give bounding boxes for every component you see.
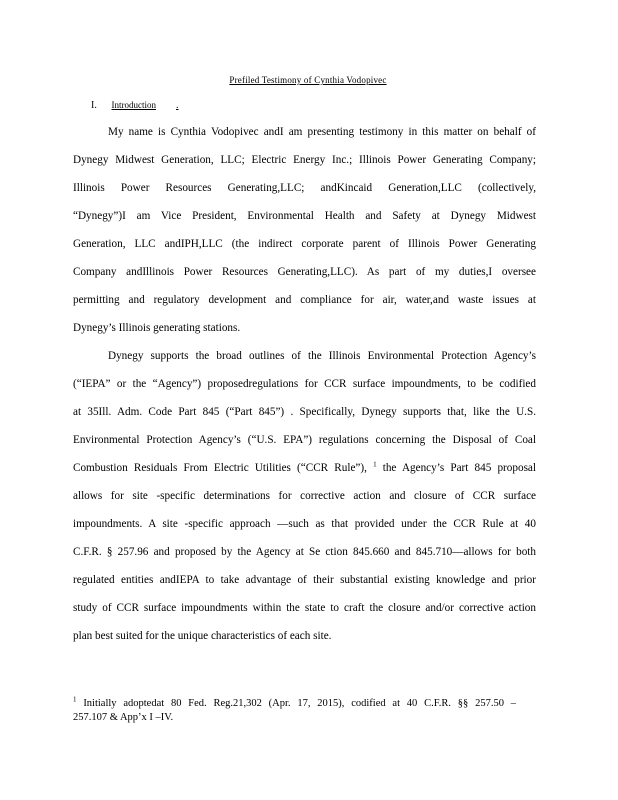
paragraph-line: Dynegy’s Illinois generating stations. [73, 322, 241, 334]
footnote-ref: 1 [373, 460, 377, 469]
section-number: I. [91, 100, 97, 111]
paragraph-line: Company andIllinois Power Resources Generating,LLC). As part of my duties,I oversee [73, 266, 536, 278]
footnote-marker: 1 [73, 695, 77, 704]
paragraph-line: permitting and regulatory development and compliance for air, water,and waste issues at [73, 294, 536, 306]
paragraph-line: Illinois Power Resources Generating,LLC; andKincaid Generation,LLC (collectively, [73, 182, 536, 194]
page-title: Prefiled Testimony of Cynthia Vodopivec [229, 75, 387, 85]
paragraph-line: Dynegy Midwest Generation, LLC; Electric Energy Inc.; Illinois Power Generating Company; [73, 154, 536, 166]
paragraph-line: C.F.R. § 257.96 and proposed by the Agency at Se ction 845.660 and 845.710—allows for both [73, 546, 536, 558]
paragraph-text: the Agency’s Part 845 proposal [376, 462, 536, 474]
paragraph-line-with-footnote [73, 462, 536, 474]
section-title: Introduction [111, 100, 156, 110]
paragraph-line: impoundments. A site -specific approach —such as that provided under the CCR Rule at 40 [73, 518, 536, 530]
paragraph-line: Dynegy supports the broad outlines of the Illinois Environmental Protection Agency’s [108, 350, 536, 362]
paragraph-line: (“IEPA” or the “Agency”) proposedregulations for CCR surface impoundments, to be codified [73, 378, 536, 390]
footnote-line: 257.107 & App’x I –IV. [73, 712, 174, 723]
paragraph-line: Environmental Protection Agency’s (“U.S. EPA”) regulations concerning the Disposal of Coal [73, 434, 536, 446]
section-heading [91, 100, 179, 111]
paragraph-line: at 35Ill. Adm. Code Part 845 (“Part 845”) . Specifically, Dynegy supports that, like the U.S. [73, 406, 536, 418]
paragraph-line: regulated entities andIEPA to take advantage of their substantial existing knowledge and prior [73, 574, 536, 586]
footnote [73, 695, 517, 709]
section-period: . [176, 100, 179, 111]
paragraph-line: “Dynegy”)I am Vice President, Environmental Health and Safety at Dynegy Midwest [73, 210, 536, 222]
paragraph-line: allows for site -specific determinations for corrective action and closure of CCR surface [73, 490, 536, 502]
paragraph-text: Combustion Residuals From Electric Utilities (“CCR Rule”), [73, 462, 367, 474]
paragraph-line: Generation, LLC andIPH,LLC (the indirect corporate parent of Illinois Power Generating [73, 238, 536, 250]
paragraph-line: My name is Cynthia Vodopivec andI am presenting testimony in this matter on behalf of [108, 126, 536, 138]
paragraph-line: plan best suited for the unique characteristics of each site. [73, 630, 332, 642]
paragraph-line: study of CCR surface impoundments within the state to craft the closure and/or corrective action [73, 602, 536, 614]
footnote-text: Initially adoptedat 80 Fed. Reg.21,302 (Apr. 17, 2015), codified at 40 C.F.R. §§ 257.50 – [83, 698, 517, 709]
